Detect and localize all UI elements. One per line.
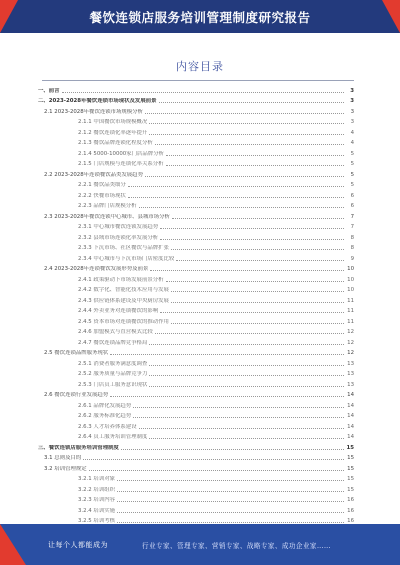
toc-entry[interactable] xyxy=(38,179,354,190)
toc-entry[interactable] xyxy=(38,168,354,179)
toc-entry[interactable] xyxy=(38,504,354,515)
toc-entry-text: 2.1.1 中国餐饮市场规模概况 xyxy=(78,119,148,125)
toc-page-number: 16 xyxy=(347,507,354,514)
toc-entry-text: 2.1 2023-2028年餐饮连锁市场规模分析 xyxy=(44,108,143,115)
toc-page-number: 8 xyxy=(350,245,354,251)
toc-page-number: 12 xyxy=(347,329,354,335)
toc-entry[interactable] xyxy=(38,336,354,347)
toc-leader-dots xyxy=(128,186,344,187)
toc-entry[interactable] xyxy=(38,462,354,473)
toc-entry-text: 2.3.2 县域市场连锁化率发展分析 xyxy=(78,234,159,241)
toc-entry[interactable] xyxy=(38,473,354,484)
toc-page-number: 11 xyxy=(347,297,354,304)
toc-entry-text: 3.2.2 培训组织 xyxy=(78,486,115,493)
toc-leader-dots xyxy=(145,113,344,114)
toc-entry[interactable] xyxy=(38,399,354,410)
toc-leader-dots xyxy=(150,270,344,271)
toc-entry[interactable] xyxy=(38,410,354,421)
toc-entry[interactable] xyxy=(38,147,354,158)
toc-entry-text: 2.1.4 5000-10000家门店品牌分析 xyxy=(78,150,164,157)
toc-page-number: 10 xyxy=(347,276,354,283)
footer-slogan: 让每个人都能成为 xyxy=(48,541,108,549)
toc-entry[interactable] xyxy=(38,305,354,316)
toc-leader-dots xyxy=(117,512,344,513)
toc-page-number: 3 xyxy=(350,87,354,94)
toc-page-number: 9 xyxy=(350,255,354,262)
toc-page-number: 10 xyxy=(347,266,354,272)
toc-entry-text: 2.4.4 外卖业务对连锁餐饮的影响 xyxy=(78,308,159,314)
toc-page-number: 14 xyxy=(347,402,354,409)
toc-page-number: 5 xyxy=(350,150,354,157)
toc-entry-text: 2.4.3 供应链体系建设及中央厨房发展 xyxy=(78,297,169,304)
toc-entry-text: 2.5 餐饮连锁品牌服务现状 xyxy=(44,350,109,356)
toc-entry[interactable] xyxy=(38,483,354,494)
toc-leader-dots xyxy=(133,417,344,418)
toc-page-number: 3 xyxy=(350,119,354,125)
toc-entry-text: 2.2.2 快餐市场现状 xyxy=(78,192,126,199)
report-title: 餐饮连锁店服务培训管理制度研究报告 xyxy=(89,10,311,25)
toc-page-number: 14 xyxy=(347,413,354,419)
toc-entry[interactable] xyxy=(38,368,354,379)
toc-leader-dots xyxy=(117,522,344,523)
toc-page-number: 13 xyxy=(347,371,354,377)
toc-leader-dots xyxy=(166,165,344,166)
toc-entry-text: 2.3.3 下沉市场、社区餐饮与品牌扩张 xyxy=(78,245,169,251)
toc-entry-text: 3.2.4 培训实施 xyxy=(78,507,115,514)
toc-leader-dots xyxy=(89,470,344,471)
toc-entry[interactable] xyxy=(38,494,354,505)
toc-page-number: 16 xyxy=(347,518,354,524)
toc-entry-text: 2.4.1 政策驱动下市场发展前景分析 xyxy=(78,276,164,283)
toc-page-number: 14 xyxy=(347,434,354,440)
toc-page-number: 5 xyxy=(350,182,354,188)
toc-leader-dots xyxy=(155,144,344,145)
toc-heading: 内容目录 xyxy=(176,60,224,73)
toc-page-number: 13 xyxy=(347,381,354,388)
toc-entry-text: 2.5.2 服务质量与品牌竞争力 xyxy=(78,371,148,377)
toc-leader-dots xyxy=(149,438,344,439)
toc-leader-dots xyxy=(171,302,344,303)
toc-entry-text: 2.5.3 门店员工服务意识现状 xyxy=(78,381,148,388)
footer-tagline: 行业专家、管理专家、营销专家、战略专家、成功企业家…… xyxy=(142,542,331,550)
toc-entry[interactable] xyxy=(38,189,354,200)
toc-entry-text: 2.3 2023-2028年餐饮连锁中心城市、县城市场分析 xyxy=(44,213,170,220)
table-of-contents xyxy=(38,84,354,525)
toc-page-number: 10 xyxy=(347,287,354,293)
toc-page-number: 5 xyxy=(350,161,354,167)
toc-entry[interactable] xyxy=(38,357,354,368)
toc-page-number: 16 xyxy=(347,497,354,503)
toc-entry-text: 2.3.4 中心城市与下沉市场门店密度比较 xyxy=(78,255,175,262)
toc-entry-text: 3.2.3 培训内容 xyxy=(78,497,115,503)
toc-entry-text: 2.4.6 加盟模式与直营模式比较 xyxy=(78,329,153,335)
toc-leader-dots xyxy=(172,218,344,219)
toc-entry[interactable] xyxy=(38,116,354,127)
toc-leader-dots xyxy=(149,123,344,124)
toc-leader-dots xyxy=(133,407,344,408)
toc-leader-dots xyxy=(145,176,344,177)
toc-entry[interactable] xyxy=(38,347,354,358)
toc-leader-dots xyxy=(176,260,344,261)
toc-entry-text: 3.2.5 培训考核 xyxy=(78,518,115,524)
toc-divider xyxy=(42,80,354,81)
toc-leader-dots xyxy=(83,459,344,460)
toc-entry[interactable] xyxy=(38,231,354,242)
toc-page-number: 6 xyxy=(350,203,354,209)
toc-entry[interactable] xyxy=(38,326,354,337)
toc-page-number: 15 xyxy=(347,476,354,482)
toc-leader-dots xyxy=(117,501,344,502)
toc-entry-text: 2.6.1 品牌化发展趋势 xyxy=(78,402,132,409)
toc-page-number: 11 xyxy=(347,308,354,314)
toc-entry[interactable] xyxy=(38,284,354,295)
toc-leader-dots xyxy=(160,228,344,229)
toc-entry-text: 2.6.4 员工服务培训管理制度 xyxy=(78,434,148,440)
toc-entry-text: 2.1.3 餐饮品牌连锁化程度分析 xyxy=(78,140,153,146)
toc-page-number: 7 xyxy=(350,213,354,220)
toc-entry[interactable] xyxy=(38,431,354,442)
toc-leader-dots xyxy=(117,491,344,492)
toc-page-number: 11 xyxy=(347,318,354,325)
toc-entry-text: 2.5.1 消费者服务满意度调查 xyxy=(78,360,148,367)
toc-entry[interactable] xyxy=(38,95,354,106)
toc-leader-dots xyxy=(149,375,344,376)
toc-entry-text: 2.6.3 人才培养体系建设 xyxy=(78,423,137,430)
toc-entry-text: 2.2.3 品牌门店规模分析 xyxy=(78,203,137,209)
toc-leader-dots xyxy=(159,102,345,103)
toc-entry-text: 2.4.7 餐饮连锁品牌竞争格局 xyxy=(78,339,148,346)
toc-entry[interactable] xyxy=(38,158,354,169)
toc-leader-dots xyxy=(149,134,344,135)
toc-entry[interactable] xyxy=(38,126,354,137)
toc-entry[interactable] xyxy=(38,378,354,389)
toc-entry[interactable] xyxy=(38,441,354,452)
footer-accent xyxy=(0,524,26,565)
toc-entry-text: 2.3.1 中心城市餐饮连锁发展趋势 xyxy=(78,224,159,230)
toc-entry-text: 3.2 培训管理规定 xyxy=(44,465,87,472)
toc-page-number: 15 xyxy=(347,455,354,461)
toc-leader-dots xyxy=(149,386,344,387)
toc-leader-dots xyxy=(155,333,344,334)
toc-entry-text: 2.1.2 餐饮连锁化率逐年提升 xyxy=(78,129,148,136)
toc-entry[interactable] xyxy=(38,420,354,431)
toc-leader-dots xyxy=(110,396,344,397)
toc-entry[interactable] xyxy=(38,273,354,284)
toc-entry-text: 2.4 2023-2028年连锁餐饮发展形势及前景 xyxy=(44,266,149,272)
toc-leader-dots xyxy=(166,281,344,282)
toc-page-number: 4 xyxy=(350,140,354,146)
toc-page-number: 15 xyxy=(347,486,354,493)
toc-page-number: 12 xyxy=(347,350,354,356)
toc-entry-text: 2.2 2023-2028年连锁餐饮品类发展趋势 xyxy=(44,171,143,178)
toc-leader-dots xyxy=(166,155,344,156)
toc-page-number: 14 xyxy=(347,392,354,398)
toc-entry-text: 一、前言 xyxy=(38,87,60,94)
toc-page-number: 13 xyxy=(347,360,354,367)
toc-entry-text: 2.2.1 餐饮品类细分 xyxy=(78,182,126,188)
toc-entry[interactable] xyxy=(38,263,354,274)
toc-entry[interactable] xyxy=(38,315,354,326)
toc-leader-dots xyxy=(139,207,344,208)
toc-entry-text: 3.1 总则及目的 xyxy=(44,455,82,461)
toc-entry-text: 2.4.5 资本市场对连锁餐饮的推动作用 xyxy=(78,318,169,325)
toc-leader-dots xyxy=(149,344,344,345)
toc-leader-dots xyxy=(128,197,344,198)
toc-page-number: 3 xyxy=(350,98,354,104)
toc-entry-text: 三、餐饮连锁店服务培训管理制度 xyxy=(38,444,119,451)
toc-leader-dots xyxy=(160,239,344,240)
toc-entry[interactable] xyxy=(38,294,354,305)
toc-entry[interactable] xyxy=(38,84,354,95)
toc-entry-text: 2.1.5 门店规模与连锁化率关系分析 xyxy=(78,161,164,167)
toc-page-number: 14 xyxy=(347,423,354,430)
toc-entry[interactable] xyxy=(38,389,354,400)
toc-leader-dots xyxy=(160,312,344,313)
toc-page-number: 8 xyxy=(350,234,354,241)
toc-leader-dots xyxy=(171,291,344,292)
toc-entry[interactable] xyxy=(38,252,354,263)
toc-entry-text: 2.6.2 服务标准化趋势 xyxy=(78,413,132,419)
toc-entry-text: 2.4.2 数字化、智能化技术应用与发展 xyxy=(78,287,169,293)
toc-page-number: 12 xyxy=(347,339,354,346)
toc-page-number: 15 xyxy=(347,465,354,472)
toc-page-number: 6 xyxy=(350,192,354,199)
toc-page-number: 7 xyxy=(350,224,354,230)
toc-leader-dots xyxy=(139,428,344,429)
toc-entry[interactable] xyxy=(38,200,354,211)
toc-leader-dots xyxy=(171,249,344,250)
toc-leader-dots xyxy=(110,354,344,355)
toc-entry-text: 3.2.1 培训对象 xyxy=(78,476,115,482)
toc-page-number: 15 xyxy=(346,444,354,451)
toc-page-number: 5 xyxy=(350,171,354,178)
toc-page-number: 4 xyxy=(350,129,354,136)
toc-leader-dots xyxy=(121,449,344,450)
toc-entry[interactable] xyxy=(38,242,354,253)
toc-leader-dots xyxy=(171,323,344,324)
toc-entry[interactable] xyxy=(38,210,354,221)
toc-entry[interactable] xyxy=(38,137,354,148)
toc-leader-dots xyxy=(149,365,344,366)
toc-entry-text: 二、2023-2028年餐饮连锁市场现状及发展前景 xyxy=(38,98,157,104)
toc-page-number: 3 xyxy=(350,108,354,115)
toc-entry[interactable] xyxy=(38,105,354,116)
toc-entry-text: 2.6 餐饮连锁行业发展趋势 xyxy=(44,392,109,398)
toc-entry[interactable] xyxy=(38,221,354,232)
toc-leader-dots xyxy=(117,480,344,481)
toc-leader-dots xyxy=(62,92,344,93)
toc-entry[interactable] xyxy=(38,452,354,463)
